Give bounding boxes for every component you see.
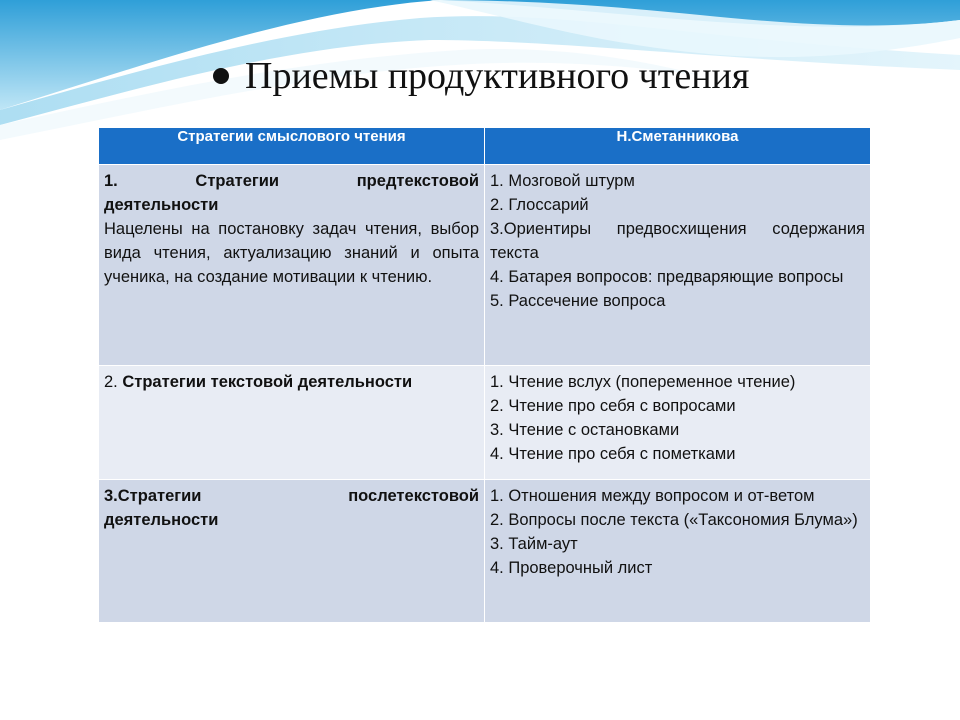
list-item: 5. Рассечение вопроса xyxy=(490,292,666,310)
row1-description: Нацелены на постановку задач чтения, выбор вида чтения, актуализацию знаний и опыта ученика, на создание мотивации к чтению. xyxy=(104,220,479,286)
list-item: 4. Проверочный лист xyxy=(490,559,653,577)
row2-number: 2. xyxy=(104,373,118,391)
row1-number: 1. xyxy=(104,172,118,190)
row2-left-cell xyxy=(99,366,485,480)
row1-title-line2: деятельности xyxy=(104,196,219,214)
table-row xyxy=(99,480,871,623)
row2-title: Стратегии текстовой деятельности xyxy=(122,373,413,391)
list-item: 2. Вопросы после текста («Таксономия Блума») xyxy=(490,511,858,529)
list-item: 1. Чтение вслух (попеременное чтение) xyxy=(490,373,796,391)
table-row xyxy=(99,366,871,480)
slide-title-text: Приемы продуктивного чтения xyxy=(245,55,750,97)
bullet-icon xyxy=(213,68,229,84)
row1-right-cell xyxy=(485,165,871,366)
list-item: 3.Ориентиры предвосхищения содержания текста xyxy=(490,220,865,262)
slide-title xyxy=(213,54,749,98)
strategies-table xyxy=(98,127,871,623)
row3-title-line2: деятельности xyxy=(104,511,219,529)
table-header-row xyxy=(99,128,871,165)
list-item: 4. Чтение про себя с пометками xyxy=(490,445,736,463)
row3-title-line xyxy=(104,484,479,508)
row3-right-cell xyxy=(485,480,871,623)
list-item: 2. Чтение про себя с вопросами xyxy=(490,397,736,415)
row1-title-word2: предтекстовой xyxy=(356,172,479,190)
header-cell-author: Н.Сметанникова xyxy=(485,128,871,165)
row1-left-cell xyxy=(99,165,485,366)
list-item: 3. Чтение с остановками xyxy=(490,421,680,439)
row2-right-cell xyxy=(485,366,871,480)
list-item: 1. Отношения между вопросом и от-ветом xyxy=(490,487,815,505)
list-item: 1. Мозговой штурм xyxy=(490,172,635,190)
row3-left-cell xyxy=(99,480,485,623)
row3-title-word1: 3.Стратегии xyxy=(104,487,202,505)
list-item: 3. Тайм-аут xyxy=(490,535,578,553)
row1-title-line xyxy=(104,169,479,193)
list-item: 4. Батарея вопросов: предваряющие вопросы xyxy=(490,268,844,286)
table-row xyxy=(99,165,871,366)
list-item: 2. Глоссарий xyxy=(490,196,589,214)
header-cell-strategies: Стратегии смыслового чтения xyxy=(99,128,485,165)
row3-title-word2: послетекстовой xyxy=(348,487,479,505)
row1-title-word1: Стратегии xyxy=(195,172,280,190)
